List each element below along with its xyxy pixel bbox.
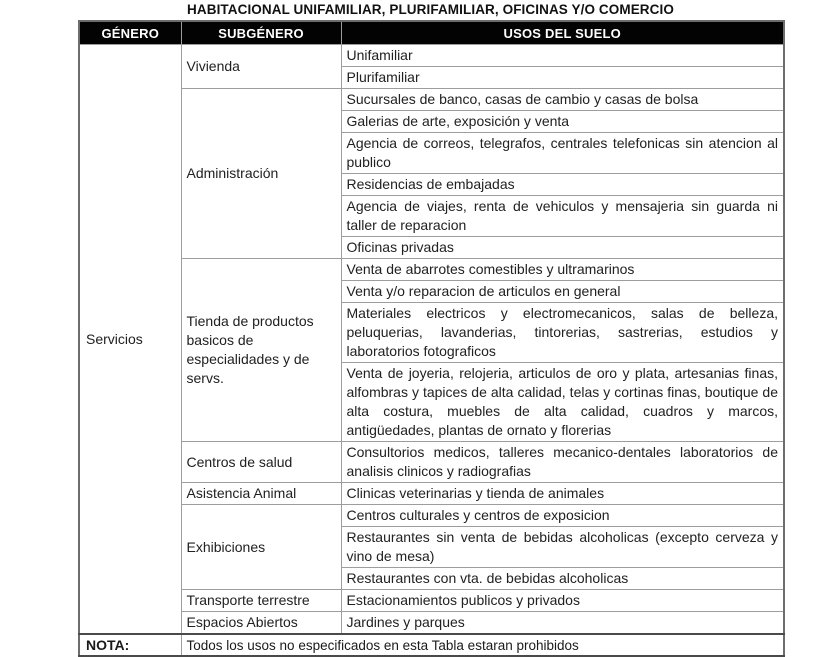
subgenero-cell: Transporte terrestre: [181, 590, 341, 612]
subgenero-cell: Vivienda: [181, 45, 341, 89]
subgenero-cell: Tienda de productos basicos de especialidades y de servs.: [181, 259, 341, 442]
table-row: [79, 505, 784, 527]
uso-cell: Unifamiliar: [341, 45, 784, 67]
uso-cell: Agencia de viajes, renta de vehiculos y mensajeria sin guarda ni taller de reparacion: [341, 196, 784, 237]
uso-cell: Venta de joyeria, relojeria, articulos de oro y plata, artesanias finas, alfombras y tapices de alta calidad, telas y cortinas finas, boutique de alta costura, muebles de alta calidad, cuadros y marcos, antigüedades, plantas de ornato y florerias: [341, 363, 784, 442]
uso-cell: Residencias de embajadas: [341, 174, 784, 196]
column-header-genero: GÉNERO: [79, 21, 181, 45]
uso-cell: Centros culturales y centros de exposicion: [341, 505, 784, 527]
table-row: [79, 612, 784, 635]
uso-cell: Jardines y parques: [341, 612, 784, 635]
land-use-table: [78, 20, 785, 657]
table-header: [79, 21, 784, 45]
subgenero-cell: Centros de salud: [181, 442, 341, 483]
table-title: HABITACIONAL UNIFAMILIAR, PLURIFAMILIAR, OFICINAS Y/O COMERCIO: [187, 2, 674, 17]
uso-cell: Restaurantes con vta. de bebidas alcoholicas: [341, 568, 784, 590]
nota-text: Todos los usos no especificados en esta Tabla estaran prohibidos: [181, 634, 784, 656]
genero-cell: Servicios: [79, 45, 181, 635]
uso-cell: Materiales electricos y electromecanicos, salas de belleza, peluquerias, lavanderias, tintorerias, sastrerias, estudios y laboratorios fotograficos: [341, 303, 784, 363]
uso-cell: Consultorios medicos, talleres mecanico-dentales laboratorios de analisis clinicos y radiografias: [341, 442, 784, 483]
table-row: [79, 89, 784, 111]
table-row: [79, 483, 784, 505]
column-header-subgenero: SUBGÉNERO: [181, 21, 341, 45]
uso-cell: Plurifamiliar: [341, 67, 784, 89]
nota-row: [79, 634, 784, 656]
header-row: [79, 21, 784, 45]
table-body: [79, 45, 784, 635]
uso-cell: Restaurantes sin venta de bebidas alcoholicas (excepto cerveza y vino de mesa): [341, 527, 784, 568]
subgenero-cell: Exhibiciones: [181, 505, 341, 590]
uso-cell: Venta y/o reparacion de articulos en general: [341, 281, 784, 303]
uso-cell: Oficinas privadas: [341, 237, 784, 259]
uso-cell: Galerias de arte, exposición y venta: [341, 111, 784, 133]
land-use-sheet: [78, 2, 783, 657]
uso-cell: Clinicas veterinarias y tienda de animales: [341, 483, 784, 505]
subgenero-cell: Asistencia Animal: [181, 483, 341, 505]
table-footer: [79, 634, 784, 656]
table-row: [79, 442, 784, 483]
column-header-usos: USOS DEL SUELO: [341, 21, 784, 45]
uso-cell: Agencia de correos, telegrafos, centrales telefonicas sin atencion al publico: [341, 133, 784, 174]
table-row: [79, 590, 784, 612]
uso-cell: Estacionamientos publicos y privados: [341, 590, 784, 612]
subgenero-cell: Espacios Abiertos: [181, 612, 341, 635]
uso-cell: Sucursales de banco, casas de cambio y casas de bolsa: [341, 89, 784, 111]
uso-cell: Venta de abarrotes comestibles y ultramarinos: [341, 259, 784, 281]
table-row: [79, 259, 784, 281]
nota-label: NOTA:: [79, 634, 181, 656]
subgenero-cell: Administración: [181, 89, 341, 259]
table-row: [79, 45, 784, 67]
